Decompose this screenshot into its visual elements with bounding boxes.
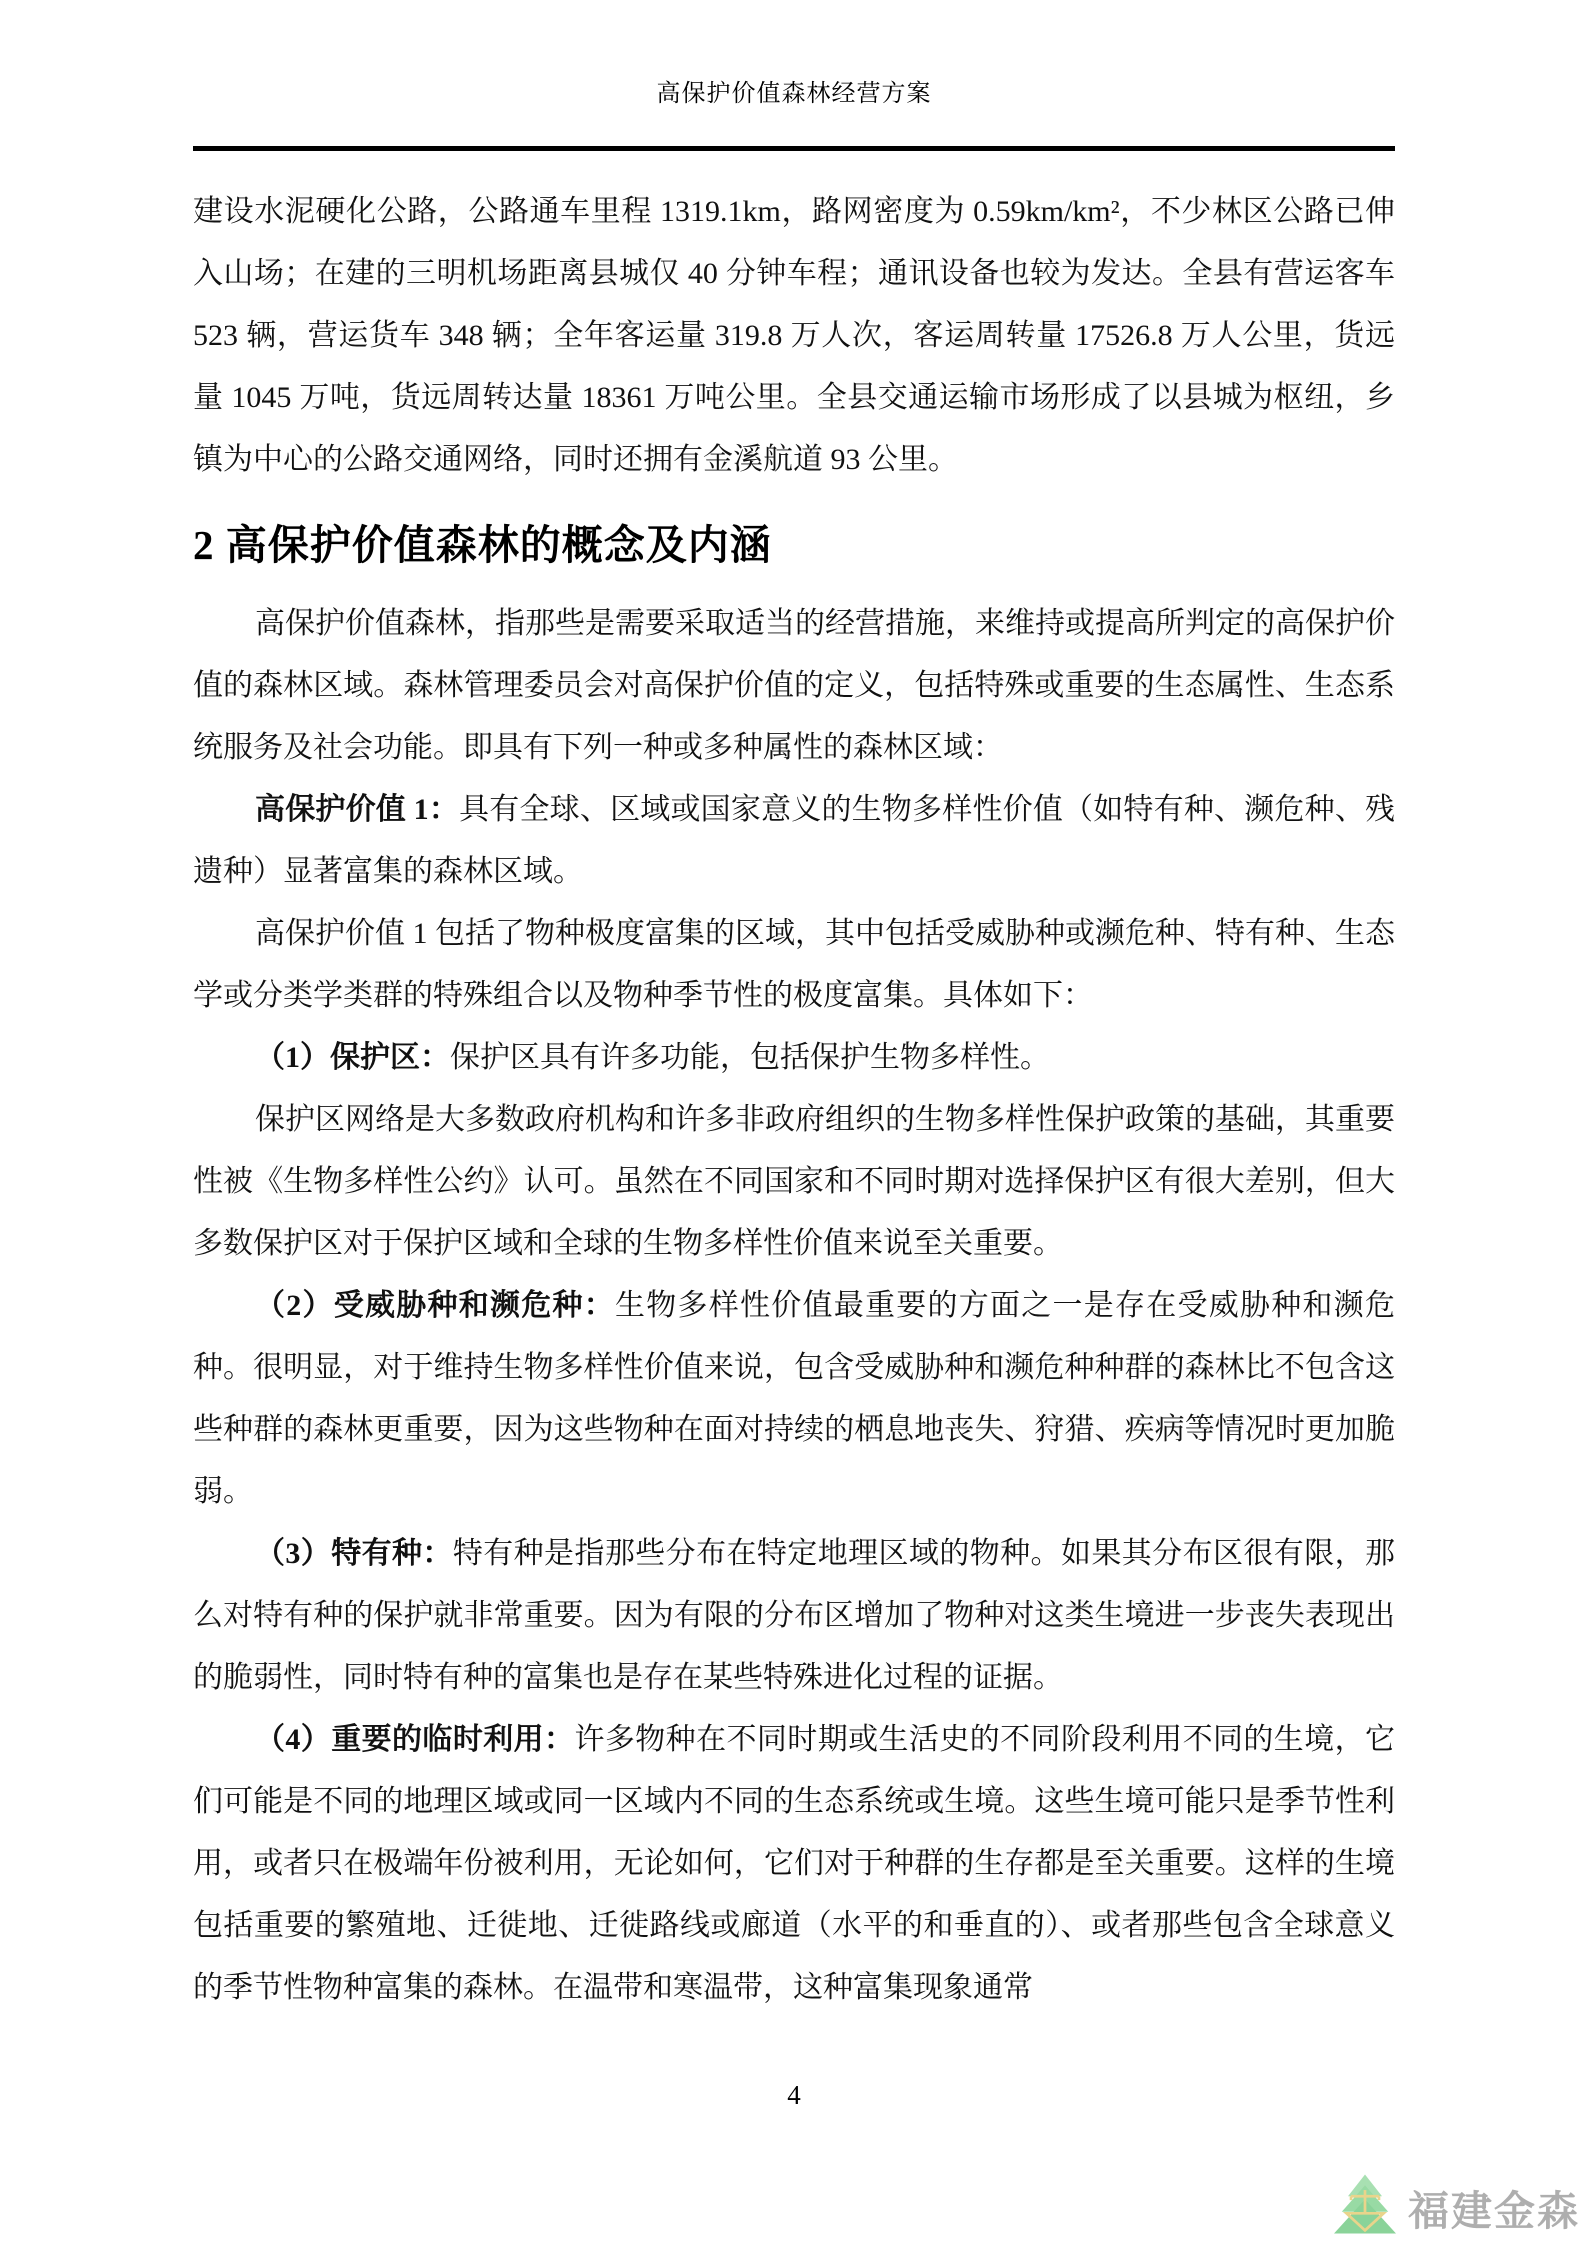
document-body <box>193 151 1395 2019</box>
paragraph-text: 保护区具有许多功能，包括保护生物多样性。 <box>450 1041 1050 1074</box>
intro-paragraph <box>193 181 1395 491</box>
paragraph-text: 高保护价值森林，指那些是需要采取适当的经营措施，来维持或提高所判定的高保护价值的森林区域。森林管理委员会对高保护价值的定义，包括特殊或重要的生态属性、生态系统服务及社会功能。即具有下列一种或多种属性的森林区域： <box>193 607 1395 764</box>
paragraph-lead: （1）保护区： <box>255 1041 450 1074</box>
paragraph-text: 建设水泥硬化公路，公路通车里程 1319.1km，路网密度为 0.59km/km²，不少林区公路已伸入山场；在建的三明机场距离县城仅 40 分钟车程；通讯设备也较为发达。全县有营运客车 523 辆，营运货车 348 辆；全年客运量 319.8 万人次，客运周转量 17526.8 万人公里，货远量 1045 万吨，货远周转达量 18361 万吨公里。全县交通运输市场形成了以县城为枢纽，乡镇为中心的公路交通网络，同时还拥有金溪航道 93 公里。 <box>193 195 1395 476</box>
paragraph <box>193 1089 1395 1275</box>
paragraph-lead: 高保护价值 1： <box>255 793 460 826</box>
paragraph-text: 生物多样性价值最重要的方面之一是存在受威胁种和濒危种。很明显，对于维持生物多样性价值来说，包含受威胁种和濒危种种群的森林比不包含这些种群的森林更重要，因为这些物种在面对持续的栖息地丧失、狩猎、疾病等情况时更加脆弱。 <box>193 1289 1395 1508</box>
paragraph <box>193 1523 1395 1709</box>
page-header <box>193 0 1395 151</box>
brand-watermark <box>1326 2173 1580 2235</box>
brand-text: 福建金森 <box>1408 2188 1580 2234</box>
header-title: 高保护价值森林经营方案 <box>656 81 932 107</box>
paragraph-text: 具有全球、区域或国家意义的生物多样性价值（如特有种、濒危种、残遗种）显著富集的森林区域。 <box>193 793 1396 888</box>
paragraph-text: 特有种是指那些分布在特定地理区域的物种。如果其分布区很有限，那么对特有种的保护就非常重要。因为有限的分布区增加了物种对这类生境进一步丧失表现出的脆弱性，同时特有种的富集也是存在某些特殊进化过程的证据。 <box>193 1537 1396 1694</box>
paragraph-lead: （2）受威胁种和濒危种： <box>255 1289 615 1322</box>
paragraph-text: 保护区网络是大多数政府机构和许多非政府组织的生物多样性保护政策的基础，其重要性被《生物多样性公约》认可。虽然在不同国家和不同时期对选择保护区有很大差别，但大多数保护区对于保护区域和全球的生物多样性价值来说至关重要。 <box>193 1103 1395 1260</box>
paragraph <box>193 779 1395 903</box>
paragraph <box>193 1709 1395 2019</box>
brand-tree-icon <box>1326 2173 1404 2235</box>
paragraph-lead: （3）特有种： <box>255 1537 453 1570</box>
section-heading: 2 高保护价值森林的概念及内涵 <box>193 522 772 568</box>
paragraph-text: 许多物种在不同时期或生活史的不同阶段利用不同的生境，它们可能是不同的地理区域或同一区域内不同的生态系统或生境。这些生境可能只是季节性利用，或者只在极端年份被利用，无论如何，它们对于种群的生存都是至关重要。这样的生境包括重要的繁殖地、迁徙地、迁徙路线或廊道（水平的和垂直的）、或者那些包含全球意义的季节性物种富集的森林。在温带和寒温带，这种富集现象通常 <box>193 1723 1396 2004</box>
paragraph-lead: （4）重要的临时利用： <box>255 1723 575 1756</box>
paragraph-text: 高保护价值 1 包括了物种极度富集的区域，其中包括受威胁种或濒危种、特有种、生态学或分类学类群的特殊组合以及物种季节性的极度富集。具体如下： <box>193 917 1395 1012</box>
paragraph <box>193 593 1395 779</box>
paragraph <box>193 1027 1395 1089</box>
paragraph <box>193 1275 1395 1523</box>
page-number: 4 <box>787 2080 801 2110</box>
paragraph <box>193 903 1395 1027</box>
